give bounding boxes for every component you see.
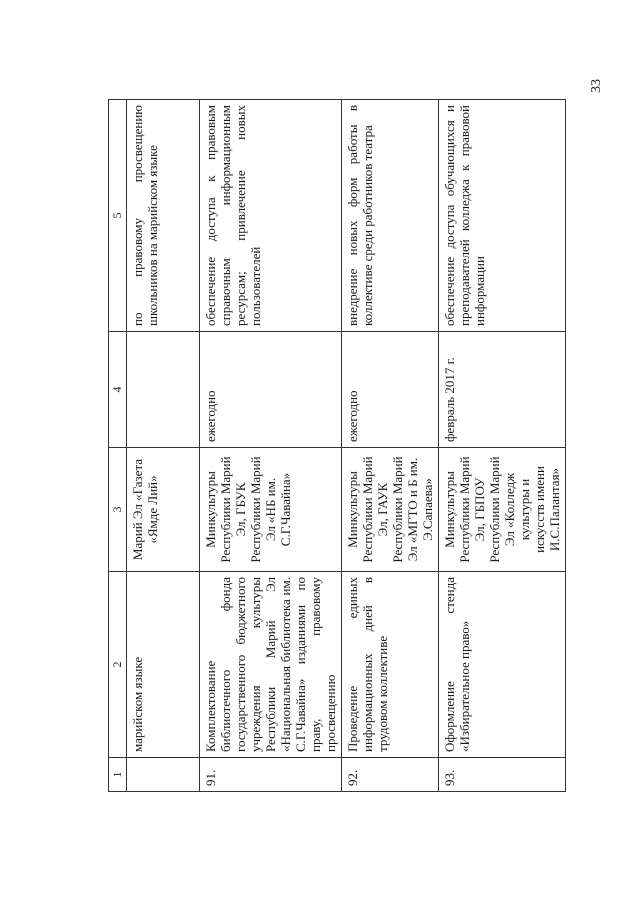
executor-cell: Минкультуры Республики Марий Эл, ГБПОУ Республики Марий Эл «Колледж культуры и искусств имени И.С.Палантая» xyxy=(439,448,566,572)
executor-cell: Минкультуры Республики Марий Эл, ГАУК Республики Марий Эл «МГТО и Б им. Э.Сапаева» xyxy=(342,448,439,572)
executor-cell: Марий Эл «Газета «Ямде Лий» xyxy=(127,448,200,572)
result-cell: внедрение новых форм работы в коллективе среди работников театра xyxy=(342,100,439,332)
column-header: 4 xyxy=(109,332,127,448)
row-number: 91. xyxy=(200,758,342,792)
table-row xyxy=(200,100,342,792)
result-cell: обеспечение доступа к правовым справочным информационным ресурсам; привлечение новых пользователей xyxy=(200,100,342,332)
result-cell: по правовому просвещению школьников на марийском языке xyxy=(127,100,200,332)
column-header: 1 xyxy=(109,758,127,792)
deadline-cell: февраль 2017 г. xyxy=(439,332,566,448)
page-number: 33 xyxy=(589,79,604,93)
event-cell: Оформление стенда «Избирательное право» xyxy=(439,572,566,758)
event-cell: Комплектование библиотечного фонда государственного бюджетного учреждения культуры Республики Марий Эл «Национальная библиотека им. С.Г.Чавайна» изданиями по праву, правовому просвещению xyxy=(200,572,342,758)
table-row xyxy=(342,100,439,792)
rotated-table-container xyxy=(108,100,562,792)
result-cell: обеспечение доступа обучающихся и преподавателей колледжа к правовой информации xyxy=(439,100,566,332)
deadline-cell: ежегодно xyxy=(200,332,342,448)
column-header: 3 xyxy=(109,448,127,572)
row-number: 92. xyxy=(342,758,439,792)
event-cell: марийском языке xyxy=(127,572,200,758)
table-header-row xyxy=(109,100,127,792)
row-number xyxy=(127,758,200,792)
measures-table xyxy=(108,99,566,792)
executor-cell: Минкультуры Республики Марий Эл, ГБУК Республики Марий Эл «НБ им. С.Г.Чавайна» xyxy=(200,448,342,572)
row-number: 93. xyxy=(439,758,566,792)
column-header: 2 xyxy=(109,572,127,758)
deadline-cell xyxy=(127,332,200,448)
table-row xyxy=(127,100,200,792)
column-header: 5 xyxy=(109,100,127,332)
event-cell: Проведение единых информационных дней в трудовом коллективе xyxy=(342,572,439,758)
deadline-cell: ежегодно xyxy=(342,332,439,448)
table-row xyxy=(439,100,566,792)
